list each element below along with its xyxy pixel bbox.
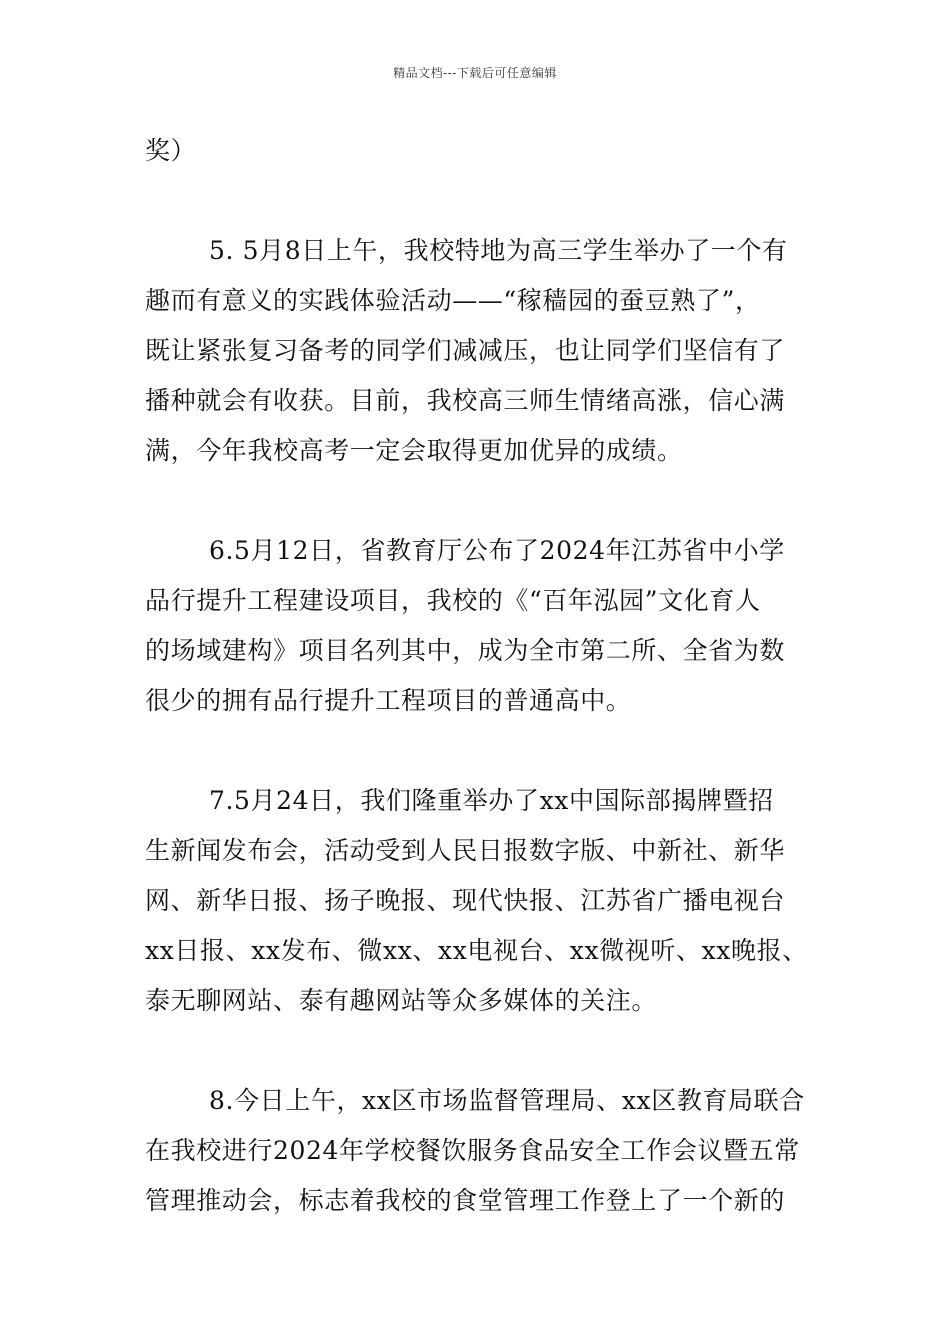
text-line: 5. 5月8日上午，我校特地为高三学生举办了一个有 <box>209 236 788 265</box>
paragraph-2 <box>145 226 825 476</box>
text-line: 网、新华日报、扬子晚报、现代快报、江苏省广播电视台 <box>145 886 786 915</box>
text-line: 品行提升工程建设项目，我校的《“百年泓园”文化育人 <box>145 586 761 615</box>
paragraph-3 <box>145 526 825 726</box>
text-line: 在我校进行2024年学校餐饮服务食品安全工作会议暨五常 <box>145 1136 800 1165</box>
text-line: 趣而有意义的实践体验活动——“稼穑园的蚕豆熟了”， <box>145 286 761 315</box>
document-body <box>145 126 825 1276</box>
paragraph-4 <box>145 776 825 1026</box>
text-line: 满，今年我校高考一定会取得更加优异的成绩。 <box>145 436 683 465</box>
text-line: 管理推动会，标志着我校的食堂管理工作登上了一个新的 <box>145 1186 786 1215</box>
text-line: 的场域建构》项目名列其中，成为全市第二所、全省为数 <box>145 636 786 665</box>
page-header: 精品文档---下载后可任意编辑 <box>393 66 557 80</box>
paragraph-1 <box>145 126 825 176</box>
text-line: 6.5月12日，省教育厅公布了2024年江苏省中小学 <box>209 536 785 565</box>
text-line: xx日报、xx发布、微xx、xx电视台、xx微视听、xx晚报、 <box>145 936 808 965</box>
text-line: 很少的拥有品行提升工程项目的普通高中。 <box>145 686 632 715</box>
text-line: 7.5月24日，我们隆重举办了xx中国际部揭牌暨招 <box>209 786 774 815</box>
text-line: 既让紧张复习备考的同学们减减压，也让同学们坚信有了 <box>145 336 786 365</box>
text-line: 8.今日上午，xx区市场监督管理局、xx区教育局联合 <box>209 1086 805 1115</box>
text-line: 生新闻发布会，活动受到人民日报数字版、中新社、新华 <box>145 836 786 865</box>
text-line: 奖） <box>145 136 197 165</box>
paragraph-5 <box>145 1076 825 1226</box>
text-line: 播种就会有收获。目前，我校高三师生情绪高涨，信心满 <box>145 386 786 415</box>
text-line: 泰无聊网站、泰有趣网站等众多媒体的关注。 <box>145 986 658 1015</box>
